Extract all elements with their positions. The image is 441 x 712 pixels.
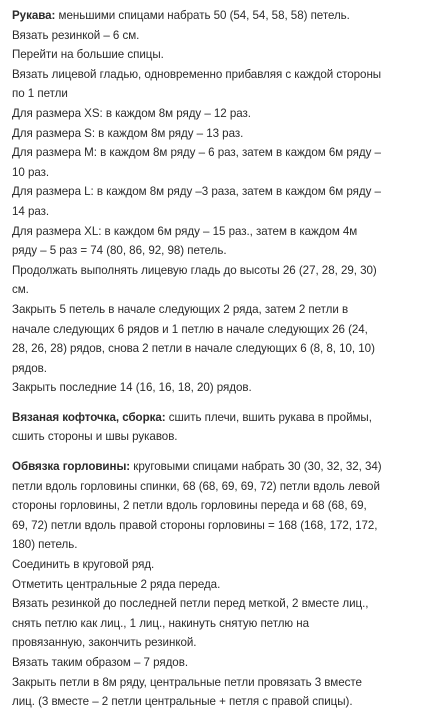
sleeves-line-12: ряду – 5 раз = 74 (80, 86, 92, 98) петель.: [12, 244, 227, 258]
neckband-line-4: 180) петель.: [12, 538, 78, 552]
neckband-line-10: Вязать таким образом – 7 рядов.: [12, 656, 188, 669]
neckband-line-9: провязанную, закончить резинкой.: [12, 636, 197, 650]
sleeves-line-3: Вязать лицевой гладью, одновременно прибавляя с каждой стороны: [12, 67, 382, 81]
sleeves-text: меньшими спицами набрать 50 (54, 54, 58, 58) петель.: [55, 9, 350, 22]
sleeves-line-8: 10 раз.: [12, 165, 50, 179]
section-gap: [12, 398, 431, 408]
neckband-line-2: стороны горловины, 2 петли вдоль горловины переда и 68 (68, 69,: [12, 499, 367, 513]
neckband-text: круговыми спицами набрать 30 (30, 32, 32, 34): [130, 460, 382, 474]
neckband-line-3: 69, 72) петли вдоль правой стороны горловины = 168 (168, 172, 172,: [12, 518, 378, 532]
neckband-line-8: снять петлю как лиц., 1 лиц., накинуть снятую петлю на: [12, 616, 309, 630]
neckband-line-7: Вязать резинкой до последней петли перед меткой, 2 вместе лиц.,: [12, 597, 369, 611]
sleeves-line-10: 14 раз.: [12, 204, 50, 218]
assembly-section: [12, 408, 431, 447]
sleeves-line-11: Для размера XL: в каждом 6м ряду – 15 раз., затем в каждом 4м: [12, 224, 358, 238]
sleeves-line-1: Вязать резинкой – 6 см.: [12, 28, 140, 42]
assembly-text: сшить плечи, вшить рукава в проймы,: [165, 410, 372, 424]
neckband-line-11: Закрыть петли в 8м ряду, центральные петли провязать 3 вместе: [12, 675, 362, 689]
neckband-section: [12, 457, 431, 712]
neckband-line-1: петли вдоль горловины спинки, 68 (68, 69, 69, 72) петли вдоль левой: [12, 479, 380, 493]
neckband-line-0: [12, 457, 431, 477]
sleeves-line-2: Перейти на большие спицы.: [12, 48, 164, 62]
sleeves-line-4: по 1 петли: [12, 87, 68, 101]
sleeves-line-6: Для размера S: в каждом 8м ряду – 13 раз.: [12, 126, 244, 140]
sleeves-line-14: см.: [12, 283, 29, 297]
sleeves-line-19: Закрыть последние 14 (16, 16, 18, 20) рядов.: [12, 381, 252, 395]
neckband-line-12: лиц. (3 вместе – 2 петли центральные + петля с правой спицы).: [12, 695, 353, 709]
sleeves-line-0: [12, 6, 431, 26]
sleeves-line-17: 28, 26, 28) рядов, снова 2 петли в начале следующих 6 (8, 8, 10, 10): [12, 342, 375, 356]
neckband-line-6: Отметить центральные 2 ряда переда.: [12, 577, 221, 591]
neckband-label: Обвязка горловины:: [12, 460, 131, 474]
sleeves-line-15: Закрыть 5 петель в начале следующих 2 ряда, затем 2 петли в: [12, 302, 349, 316]
sleeves-section: [12, 6, 431, 398]
sleeves-line-18: рядов.: [12, 361, 47, 375]
assembly-line-0: [12, 408, 431, 428]
sleeves-label: Рукава:: [12, 9, 56, 22]
assembly-line-1: сшить стороны и швы рукавов.: [12, 430, 178, 444]
neckband-line-5: Соединить в круговой ряд.: [12, 558, 155, 572]
sleeves-line-7: Для размера M: в каждом 8м ряду – 6 раз, затем в каждом 6м ряду –: [12, 146, 381, 160]
section-gap: [12, 447, 431, 457]
sleeves-line-16: начале следующих 6 рядов и 1 петлю в начале следующих 26 (24,: [12, 322, 368, 336]
sleeves-line-13: Продолжать выполнять лицевую гладь до высоты 26 (27, 28, 29, 30): [12, 263, 377, 277]
sleeves-line-9: Для размера L: в каждом 8м ряду –3 раза, затем в каждом 6м ряду –: [12, 185, 381, 199]
sleeves-line-5: Для размера XS: в каждом 8м ряду – 12 раз.: [12, 106, 251, 120]
assembly-label: Вязаная кофточка, сборка:: [12, 410, 166, 424]
